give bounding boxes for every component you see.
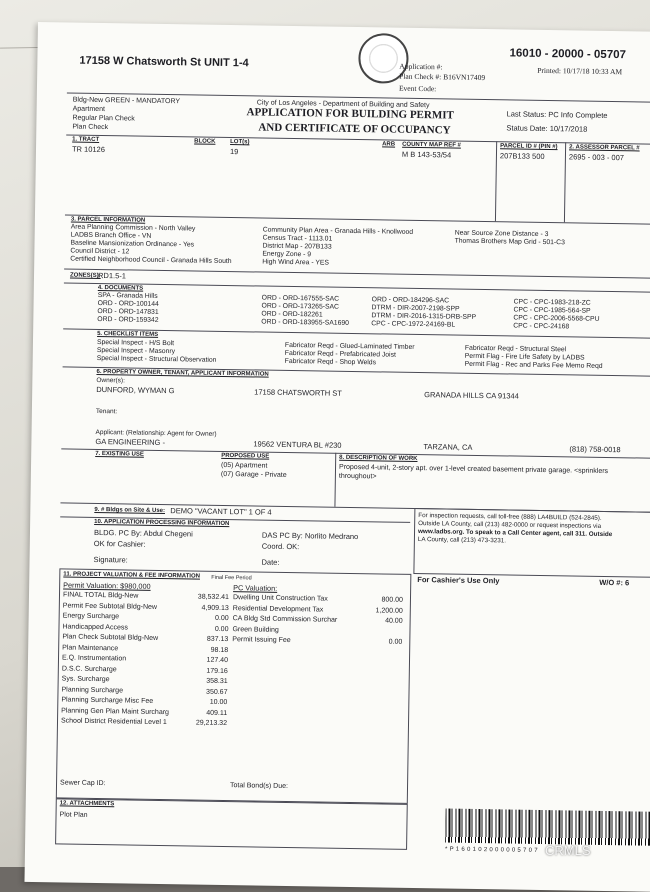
zones-label: ZONES(S):: [69, 272, 101, 280]
watermark: CRMLS: [545, 843, 591, 858]
parcel-id-value: 207B133 500: [499, 151, 545, 161]
applicant-address: 19562 VENTURA BL #230: [253, 439, 342, 450]
fee-label: Sys. Surcharge: [61, 675, 110, 684]
owner-city: GRANADA HILLS CA 91344: [424, 390, 519, 401]
fee-label: Permit Fee Subtotal Bldg-New: [62, 601, 158, 611]
address: 17158 W Chatsworth St UNIT 1-4: [79, 54, 249, 70]
work-description-1: Proposed 4-unit, 2-story apt. over 1-level created basement private garage. <sprinklers: [338, 463, 609, 476]
fee-label: D.S.C. Surcharge: [61, 664, 117, 673]
inspection-info: For inspection requests, call toll-free (888) LA4BUILD (524-2845). Outside LA County, call (213) 482-0000 or request inspections via www.ladbs.org. To speak to a Call Center agent, call 311. Outside LA County, call (213) 473-3231.: [417, 512, 613, 545]
checklist-col-3: Fabricator Reqd - Structural Steel Permit Flag - Fire Life Safety by LADBS Permit Flag - Rec and Parks Fee Memo Reqd: [464, 344, 603, 370]
fee-label: Planning Surcharge Misc Fee: [61, 696, 154, 705]
fee-value: 0.00: [214, 625, 229, 633]
fee-label: Handicapped Access: [62, 622, 128, 631]
checklist-heading: 5. CHECKLIST ITEMS: [97, 330, 159, 338]
checklist-col-2: Fabricator Reqd - Glued-Laminated Timber Fabricator Reqd - Prefabricated Joist Fabricator Reqd - Shop Welds: [284, 341, 415, 367]
cashier-use-label: For Cashier's Use Only: [417, 575, 500, 586]
zones-value: RD1.5-1: [97, 270, 127, 281]
existing-use-heading: 7. EXISTING USE: [95, 450, 144, 458]
bldgs-value: DEMO "VACANT LOT" 1 OF 4: [170, 506, 272, 517]
form-title-1: APPLICATION FOR BUILDING PERMIT: [246, 106, 454, 122]
fee-label: Residential Development Tax: [232, 604, 324, 614]
permit-type-3: Regular Plan Check: [72, 114, 135, 123]
applicant-city: TARZANA, CA: [423, 442, 473, 452]
processing-heading: 10. APPLICATION PROCESSING INFORMATION: [94, 518, 230, 528]
fee-value: 98.18: [210, 646, 229, 654]
fee-label: E.Q. Instrumentation: [61, 654, 127, 663]
last-status: Last Status: PC Info Complete: [506, 109, 608, 120]
permit-type-1: Bldg-New GREEN - MANDATORY: [72, 96, 181, 106]
fee-value: 4,909.13: [201, 604, 229, 612]
proposed-use-heading: PROPOSED USE: [221, 452, 270, 460]
fee-label: Permit Issuing Fee: [232, 636, 291, 645]
fee-period: Final Fee Period: [211, 574, 252, 582]
work-description-2: throughout>: [338, 472, 377, 481]
applicant-phone: (818) 758-0018: [569, 444, 621, 455]
divider: [564, 142, 566, 222]
fee-value: 0.00: [214, 614, 229, 623]
checklist-col-1: Special Inspect - H/S Bolt Special Inspect - Masonry Special Inspect - Structural Observation: [96, 338, 217, 364]
lot-value: 19: [229, 147, 239, 157]
signature-label: Signature:: [93, 554, 128, 565]
owner-label: Owner(s):: [96, 376, 125, 385]
permit-valuation: Permit Valuation: $980,000: [63, 580, 151, 591]
fee-label: Planning Gen Plan Maint Surcharg: [61, 706, 170, 716]
barcode-text: * P 1 6 0 1 0 2 0 0 0 0 0 5 7 0 7: [445, 846, 538, 854]
fee-label: FINAL TOTAL Bldg-New: [62, 591, 139, 600]
owner-name: DUNFORD, WYMAN G: [96, 384, 175, 396]
divider: [495, 141, 497, 221]
county-map-value: M B 143-53/54: [401, 149, 452, 160]
fee-label: CA Bldg Std Commission Surchar: [232, 615, 338, 624]
tenant-label: Tenant:: [95, 407, 118, 416]
lot-heading: LOT(s): [230, 139, 250, 146]
sewer-cap: Sewer Cap ID:: [59, 779, 106, 788]
attachments-heading: 12. ATTACHMENTS: [59, 800, 115, 808]
plan-check-number: Plan Check #: B16VN17409: [399, 71, 486, 83]
rule: [64, 282, 650, 292]
attachment-item: Plot Plan: [59, 811, 88, 819]
county-heading: COUNTY MAP REF #: [402, 141, 461, 149]
fee-value: 837.13: [206, 635, 229, 644]
fee-value: 29,213.32: [195, 719, 228, 728]
application-number: 16010 - 20000 - 05707: [509, 47, 627, 62]
fee-value: 0.00: [388, 638, 403, 646]
bldgs-label: 9. # Bldgs on Site & Use:: [94, 506, 166, 515]
tract-heading: 1. TRACT: [72, 136, 100, 143]
rule: [64, 268, 650, 281]
documents-col-4: CPC - CPC-1983-218-ZC CPC - CPC-1985-564-SP CPC - CPC-2006-5568-CPU CPC - CPC-24168: [513, 298, 600, 331]
applicant-name: GA ENGINEERING -: [95, 436, 166, 448]
fee-value: 10.00: [209, 698, 228, 707]
fee-value: 350.67: [206, 688, 228, 696]
pc-valuation: PC Valuation:: [233, 583, 278, 593]
documents-col-3: ORD - ORD-184296-SAC DTRM - DIR-2007-2198-SPP DTRM - DIR-2016-1315-DRB-SPP CPC - CPC-1972-24169-BL: [371, 296, 477, 329]
parcel-info-heading: 3. PARCEL INFORMATION: [70, 216, 146, 224]
divider: [334, 453, 336, 507]
fee-label: Planning Surcharge: [61, 685, 124, 694]
tract-value: TR 10126: [71, 144, 106, 155]
documents-heading: 4. DOCUMENTS: [97, 284, 144, 292]
proposed-use-2: (07) Garage - Private: [220, 470, 287, 479]
permit-document: [24, 22, 650, 892]
bldg-pc-by: BLDG. PC By: Abdul Chegeni: [93, 527, 193, 539]
fee-value: 127.40: [206, 656, 229, 665]
parcel-info-3: Near Source Zone Distance - 3 Thomas Brothers Map Grid - 501-C3: [454, 229, 565, 247]
fee-value: 40.00: [385, 617, 403, 625]
bonds-due: Total Bond(s) Due:: [229, 782, 289, 791]
fee-value: 38,532.41: [197, 593, 230, 602]
fee-value: 179.16: [206, 667, 228, 675]
form-title-2: AND CERTIFICATE OF OCCUPANCY: [258, 121, 451, 137]
application-label: Application #:: [399, 61, 443, 72]
fee-label: Energy Surcharge: [62, 612, 120, 621]
fee-label: Plan Maintenance: [62, 643, 119, 652]
ok-for-cashier: OK for Cashier:: [93, 538, 146, 549]
assessor-heading: 2. ASSESSOR PARCEL #: [569, 144, 640, 152]
fee-value: 358.31: [206, 677, 228, 686]
parcel-info-2: Community Plan Area - Granada Hills - Knollwood Census Tract - 1113.01 District Map - 207B133 Energy Zone - 9 High Wind Area - YES: [262, 226, 414, 267]
das-pc-by: DAS PC By: Norlito Medrano: [261, 530, 359, 542]
owner-address: 17158 CHATSWORTH ST: [254, 387, 342, 398]
work-order-number: W/O #: 6: [599, 577, 630, 588]
proposed-use-1: (05) Apartment: [221, 461, 268, 470]
documents-col-2: ORD - ORD-167555-SAC ORD - ORD-173265-SAC ORD - ORD-182261 ORD - ORD-183955-SA1690: [261, 294, 350, 327]
status-date: Status Date: 10/17/2018: [506, 123, 588, 134]
fees-heading: 11. PROJECT VALUATION & FEE INFORMATION: [63, 571, 201, 580]
owner-heading: 6. PROPERTY OWNER, TENANT, APPLICANT INFORMATION: [96, 368, 269, 378]
fee-label: School District Residential Level 1: [60, 717, 167, 727]
date-label: Date:: [261, 557, 280, 567]
permit-type-4: Plan Check: [72, 123, 109, 132]
fee-label: Dwelling Unit Construction Tax: [232, 594, 328, 603]
block-heading: BLOCK: [194, 138, 216, 145]
fee-label: Green Building: [232, 625, 279, 634]
fee-value: 409.11: [206, 709, 228, 717]
event-code: Event Code:: [398, 83, 437, 94]
parcel-heading: PARCEL ID # (PIN #): [500, 143, 558, 151]
applicant-label: Applicant: (Relationship: Agent for Owner): [95, 428, 217, 438]
documents-col-1: SPA - Granada Hills ORD - ORD-100144 ORD - ORD-147831 ORD - ORD-159342: [97, 291, 159, 324]
coord-ok: Coord. OK:: [261, 541, 300, 552]
work-heading: 8. DESCRIPTION OF WORK: [339, 454, 418, 463]
assessor-value: 2695 - 003 - 007: [568, 152, 625, 163]
rule: [66, 134, 650, 144]
permit-type-2: Apartment: [72, 105, 105, 114]
rule: [65, 214, 650, 224]
arb-heading: ARB: [382, 141, 396, 148]
barcode-icon: [445, 809, 650, 846]
printed-date: Printed: 10/17/18 10:33 AM: [537, 65, 623, 77]
fee-label: Plan Check Subtotal Bldg-New: [62, 633, 159, 642]
fee-value: 800.00: [381, 596, 404, 604]
fee-value: 1,200.00: [375, 606, 403, 615]
department: City of Los Angeles - Department of Building and Safety: [256, 99, 430, 110]
parcel-info-1: Area Planning Commission - North Valley LADBS Branch Office - VN Baseline Mansionization Ordinance - Yes Council District - 12 Certified Neighborhood Council - Granada Hills South: [70, 223, 232, 266]
